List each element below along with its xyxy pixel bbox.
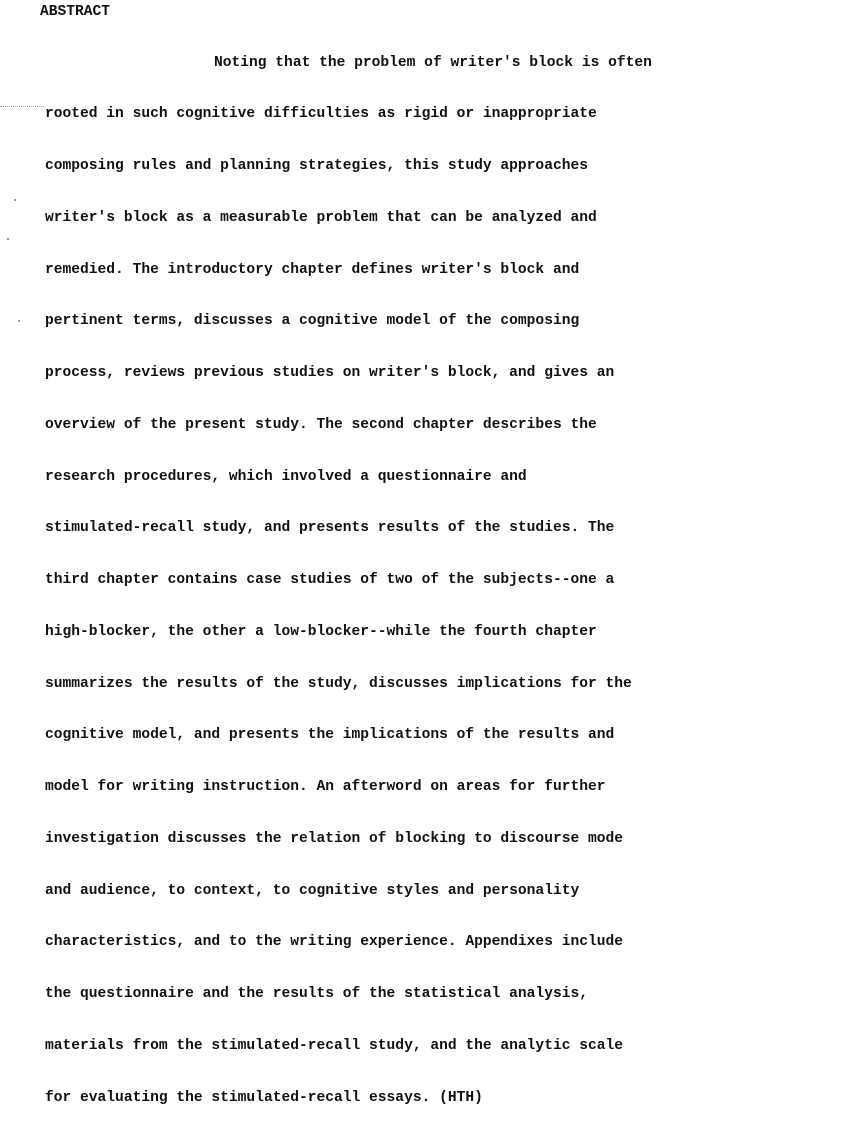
scan-speck (7, 238, 9, 240)
abstract-line: summarizes the results of the study, discusses implications for the (45, 675, 632, 692)
abstract-line: remedied. The introductory chapter defines writer's block and (45, 261, 580, 278)
abstract-body (45, 20, 652, 1141)
abstract-line: process, reviews previous studies on writer's block, and gives an (45, 365, 615, 381)
abstract-line: stimulated-recall study, and presents results of the studies. The (45, 520, 615, 537)
abstract-line: characteristics, and to the writing experience. Appendixes include (45, 934, 624, 951)
abstract-line: overview of the present study. The second chapter describes the (45, 416, 597, 433)
abstract-line: materials from the stimulated-recall study, and the analytic scale (45, 1037, 624, 1054)
scan-artifact-line (0, 106, 44, 107)
abstract-line: investigation discusses the relation of blocking to discourse mode (45, 830, 624, 847)
abstract-line: writer's block as a measurable problem that can be analyzed and (45, 209, 597, 226)
abstract-line: rooted in such cognitive difficulties as rigid or inappropriate (45, 106, 597, 123)
abstract-line: research procedures, which involved a questionnaire and (45, 468, 527, 485)
abstract-line: high-blocker, the other a low-blocker--while the fourth chapter (45, 623, 597, 640)
abstract-line: composing rules and planning strategies, this study approaches (45, 158, 588, 174)
abstract-line: third chapter contains case studies of two of the subjects--one a (45, 572, 615, 588)
abstract-line: the questionnaire and the results of the statistical analysis, (45, 986, 588, 1002)
abstract-line: model for writing instruction. An afterword on areas for further (45, 779, 606, 795)
scan-speck (18, 320, 20, 322)
abstract-line: and audience, to context, to cognitive styles and personality (45, 882, 580, 899)
scan-speck (14, 199, 16, 201)
abstract-line: cognitive model, and presents the implications of the results and (45, 727, 615, 744)
abstract-heading: ABSTRACT (40, 4, 111, 20)
abstract-line: Noting that the problem of writer's block is often (214, 54, 652, 71)
abstract-line: pertinent terms, discusses a cognitive model of the composing (45, 313, 580, 330)
abstract-line: for evaluating the stimulated-recall essays. (HTH) (45, 1089, 483, 1106)
